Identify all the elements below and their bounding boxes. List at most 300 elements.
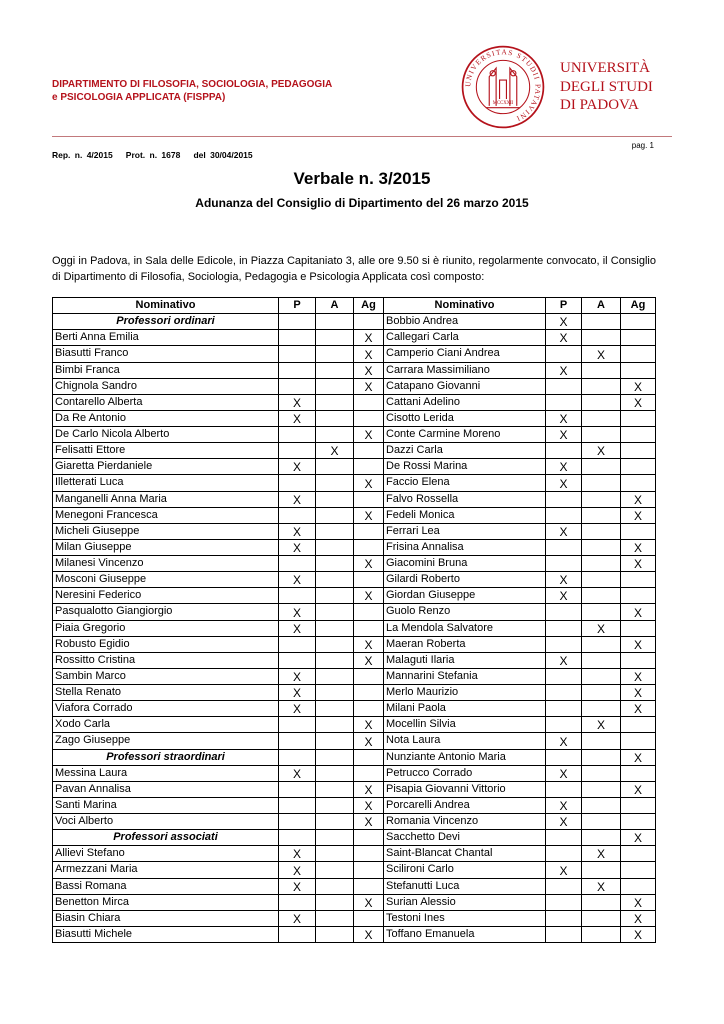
attendance-p-cell	[546, 926, 582, 942]
attendance-table	[52, 297, 656, 943]
member-name: Da Re Antonio	[53, 410, 279, 426]
member-name: De Carlo Nicola Alberto	[53, 427, 279, 443]
attendance-a-cell	[316, 394, 354, 410]
university-name-line3: DI PADOVA	[560, 97, 639, 113]
member-name: Cisotto Lerida	[384, 410, 546, 426]
attendance-ag-cell	[621, 765, 656, 781]
table-row	[53, 556, 656, 572]
attendance-p-cell	[279, 588, 316, 604]
attendance-p-cell	[279, 427, 316, 443]
attendance-a-cell	[316, 475, 354, 491]
table-row	[53, 652, 656, 668]
section-heading: Professori ordinari	[53, 314, 279, 330]
attendance-p-cell	[546, 346, 582, 362]
department-name-line1: DIPARTIMENTO DI FILOSOFIA, SOCIOLOGIA, PEDAGOGIA	[52, 79, 333, 90]
attendance-a-cell	[316, 427, 354, 443]
prot-number: Prot. n. 1678	[125, 150, 181, 160]
member-name: Porcarelli Andrea	[384, 797, 546, 813]
attendance-p-cell: X	[546, 733, 582, 749]
table-row	[53, 314, 656, 330]
attendance-ag-cell	[354, 685, 384, 701]
attendance-ag-cell: X	[621, 749, 656, 765]
member-name: Ferrari Lea	[384, 523, 546, 539]
attendance-a-cell	[582, 668, 621, 684]
table-row	[53, 620, 656, 636]
section-heading: Professori associati	[53, 830, 279, 846]
attendance-ag-cell	[621, 588, 656, 604]
attendance-ag-cell	[354, 878, 384, 894]
attendance-a-cell	[316, 572, 354, 588]
attendance-a-cell	[316, 910, 354, 926]
column-header: Ag	[354, 298, 384, 314]
attendance-p-cell	[546, 539, 582, 555]
attendance-p-cell	[546, 910, 582, 926]
document-subtitle: Adunanza del Consiglio di Dipartimento del 26 marzo 2015	[195, 196, 529, 210]
attendance-a-cell	[316, 701, 354, 717]
table-row	[53, 410, 656, 426]
table-row	[53, 491, 656, 507]
member-name: Faccio Elena	[384, 475, 546, 491]
attendance-ag-cell: X	[354, 346, 384, 362]
member-name: Robusto Egidio	[53, 636, 279, 652]
attendance-ag-cell: X	[354, 507, 384, 523]
member-name: Callegari Carla	[384, 330, 546, 346]
attendance-a-cell: X	[582, 878, 621, 894]
table-row	[53, 346, 656, 362]
attendance-p-cell	[546, 556, 582, 572]
attendance-p-cell: X	[546, 523, 582, 539]
seal-year: MCCXXII	[492, 101, 514, 107]
attendance-a-cell	[582, 572, 621, 588]
attendance-ag-cell: X	[621, 539, 656, 555]
attendance-a-cell	[316, 556, 354, 572]
member-name: Stefanutti Luca	[384, 878, 546, 894]
member-name: Saint-Blancat Chantal	[384, 846, 546, 862]
table-row	[53, 830, 656, 846]
attendance-ag-cell	[621, 330, 656, 346]
attendance-p-cell: X	[279, 701, 316, 717]
member-name: Micheli Giuseppe	[53, 523, 279, 539]
attendance-p-cell	[546, 701, 582, 717]
attendance-a-cell	[582, 636, 621, 652]
attendance-p-cell	[279, 475, 316, 491]
department-heading	[52, 78, 332, 104]
attendance-p-cell	[546, 507, 582, 523]
prot-date: del 30/04/2015	[193, 150, 253, 160]
attendance-a-cell	[582, 523, 621, 539]
table-row	[53, 797, 656, 813]
document-title: Verbale n. 3/2015	[293, 169, 431, 188]
table-row	[53, 636, 656, 652]
table-row	[53, 701, 656, 717]
attendance-p-cell: X	[546, 862, 582, 878]
attendance-a-cell	[582, 362, 621, 378]
seal-text: UNIVERSITAS STUDII PATAVINI	[463, 47, 543, 124]
attendance-ag-cell	[621, 443, 656, 459]
table-row	[53, 781, 656, 797]
attendance-p-cell	[279, 330, 316, 346]
attendance-ag-cell: X	[354, 475, 384, 491]
table-row	[53, 378, 656, 394]
member-name: Biasutti Michele	[53, 926, 279, 942]
attendance-ag-cell	[354, 620, 384, 636]
attendance-a-cell	[582, 330, 621, 346]
member-name: Rossitto Cristina	[53, 652, 279, 668]
member-name: De Rossi Marina	[384, 459, 546, 475]
attendance-ag-cell	[354, 701, 384, 717]
member-name: Viafora Corrado	[53, 701, 279, 717]
department-name-line2: e PSICOLOGIA APPLICATA (FISPPA)	[52, 92, 226, 103]
attendance-p-cell	[546, 491, 582, 507]
attendance-p-cell: X	[279, 410, 316, 426]
attendance-ag-cell: X	[621, 491, 656, 507]
attendance-ag-cell: X	[354, 362, 384, 378]
attendance-p-cell	[546, 781, 582, 797]
attendance-p-cell	[279, 378, 316, 394]
member-name: Nota Laura	[384, 733, 546, 749]
table-row	[53, 572, 656, 588]
attendance-a-cell	[316, 459, 354, 475]
attendance-ag-cell: X	[621, 685, 656, 701]
attendance-p-cell	[279, 814, 316, 830]
attendance-a-cell	[582, 910, 621, 926]
attendance-p-cell: X	[546, 330, 582, 346]
attendance-a-cell	[316, 330, 354, 346]
attendance-ag-cell: X	[621, 894, 656, 910]
member-name: Frisina Annalisa	[384, 539, 546, 555]
attendance-ag-cell	[354, 862, 384, 878]
attendance-p-cell	[546, 378, 582, 394]
member-name: Xodo Carla	[53, 717, 279, 733]
attendance-ag-cell	[354, 765, 384, 781]
attendance-ag-cell: X	[621, 507, 656, 523]
attendance-a-cell	[582, 701, 621, 717]
table-row	[53, 475, 656, 491]
attendance-ag-cell: X	[354, 733, 384, 749]
member-name: Sambin Marco	[53, 668, 279, 684]
attendance-p-cell: X	[546, 797, 582, 813]
member-name: Stella Renato	[53, 685, 279, 701]
attendance-ag-cell	[621, 523, 656, 539]
member-name: Mosconi Giuseppe	[53, 572, 279, 588]
attendance-a-cell	[316, 894, 354, 910]
member-name: Armezzani Maria	[53, 862, 279, 878]
attendance-ag-cell	[354, 394, 384, 410]
member-name: Messina Laura	[53, 765, 279, 781]
attendance-a-cell	[582, 685, 621, 701]
attendance-p-cell	[279, 314, 316, 330]
attendance-ag-cell	[354, 539, 384, 555]
attendance-a-cell	[582, 539, 621, 555]
member-name: Zago Giuseppe	[53, 733, 279, 749]
attendance-a-cell	[316, 588, 354, 604]
table-row	[53, 765, 656, 781]
attendance-p-cell	[546, 636, 582, 652]
attendance-ag-cell: X	[621, 701, 656, 717]
attendance-ag-cell: X	[621, 926, 656, 942]
attendance-p-cell	[279, 797, 316, 813]
attendance-a-cell	[316, 604, 354, 620]
attendance-a-cell	[316, 717, 354, 733]
attendance-p-cell: X	[279, 604, 316, 620]
member-name: Illetterati Luca	[53, 475, 279, 491]
attendance-a-cell	[316, 749, 354, 765]
table-row	[53, 862, 656, 878]
attendance-p-cell	[279, 346, 316, 362]
attendance-a-cell	[582, 507, 621, 523]
attendance-ag-cell	[621, 846, 656, 862]
member-name: Mocellin Silvia	[384, 717, 546, 733]
attendance-a-cell	[316, 523, 354, 539]
attendance-ag-cell	[354, 749, 384, 765]
attendance-p-cell: X	[546, 572, 582, 588]
attendance-a-cell	[582, 556, 621, 572]
attendance-ag-cell	[621, 475, 656, 491]
attendance-a-cell	[582, 894, 621, 910]
university-name	[560, 59, 653, 115]
member-name: Allievi Stefano	[53, 846, 279, 862]
member-name: Sacchetto Devi	[384, 830, 546, 846]
attendance-a-cell: X	[582, 443, 621, 459]
member-name: Bimbi Franca	[53, 362, 279, 378]
attendance-a-cell	[316, 781, 354, 797]
attendance-p-cell	[546, 894, 582, 910]
table-row	[53, 443, 656, 459]
attendance-ag-cell: X	[354, 556, 384, 572]
attendance-p-cell	[279, 749, 316, 765]
attendance-a-cell	[582, 733, 621, 749]
column-header: P	[546, 298, 582, 314]
table-row	[53, 362, 656, 378]
attendance-ag-cell: X	[354, 717, 384, 733]
attendance-p-cell	[279, 894, 316, 910]
attendance-ag-cell	[621, 427, 656, 443]
table-row	[53, 926, 656, 942]
member-name: Benetton Mirca	[53, 894, 279, 910]
attendance-ag-cell: X	[354, 781, 384, 797]
attendance-p-cell: X	[546, 410, 582, 426]
attendance-p-cell	[279, 733, 316, 749]
member-name: Manganelli Anna Maria	[53, 491, 279, 507]
attendance-a-cell	[582, 427, 621, 443]
attendance-ag-cell: X	[621, 830, 656, 846]
member-name: Camperio Ciani Andrea	[384, 346, 546, 362]
attendance-ag-cell	[621, 410, 656, 426]
attendance-a-cell	[316, 362, 354, 378]
column-header: A	[316, 298, 354, 314]
table-row	[53, 685, 656, 701]
member-name: Toffano Emanuela	[384, 926, 546, 942]
member-name: Fedeli Monica	[384, 507, 546, 523]
attendance-ag-cell: X	[354, 636, 384, 652]
attendance-ag-cell	[354, 572, 384, 588]
attendance-a-cell	[316, 765, 354, 781]
attendance-p-cell: X	[279, 394, 316, 410]
table-row	[53, 523, 656, 539]
attendance-p-cell	[546, 878, 582, 894]
attendance-a-cell	[582, 862, 621, 878]
attendance-a-cell	[582, 410, 621, 426]
university-name-line2: DEGLI STUDI	[560, 78, 653, 95]
member-name: Milani Paola	[384, 701, 546, 717]
attendance-ag-cell	[354, 523, 384, 539]
attendance-a-cell	[582, 475, 621, 491]
member-name: Bassi Romana	[53, 878, 279, 894]
attendance-a-cell	[582, 652, 621, 668]
member-name: Petrucco Corrado	[384, 765, 546, 781]
attendance-ag-cell	[621, 346, 656, 362]
member-name: Scilironi Carlo	[384, 862, 546, 878]
attendance-ag-cell	[354, 604, 384, 620]
attendance-p-cell: X	[279, 685, 316, 701]
member-name: Mannarini Stefania	[384, 668, 546, 684]
attendance-p-cell: X	[279, 459, 316, 475]
attendance-ag-cell	[621, 814, 656, 830]
member-name: Gilardi Roberto	[384, 572, 546, 588]
intro-paragraph: Oggi in Padova, in Sala delle Edicole, in Piazza Capitaniato 3, alle ore 9.50 si è riunito, regolarmente convocato, il Consiglio di Dipartimento di Filosofia, Sociologia, Pedagogia e Psicologia Applicata così composto:	[52, 255, 656, 283]
attendance-a-cell	[316, 830, 354, 846]
member-name: Cattani Adelino	[384, 394, 546, 410]
attendance-a-cell: X	[316, 443, 354, 459]
attendance-ag-cell	[621, 797, 656, 813]
attendance-a-cell	[582, 814, 621, 830]
attendance-ag-cell: X	[621, 378, 656, 394]
attendance-ag-cell: X	[621, 604, 656, 620]
attendance-p-cell	[279, 362, 316, 378]
attendance-ag-cell	[354, 491, 384, 507]
attendance-a-cell	[582, 830, 621, 846]
attendance-ag-cell: X	[354, 330, 384, 346]
member-name: Pisapia Giovanni Vittorio	[384, 781, 546, 797]
attendance-ag-cell: X	[354, 378, 384, 394]
attendance-ag-cell	[354, 459, 384, 475]
member-name: Falvo Rossella	[384, 491, 546, 507]
attendance-p-cell	[279, 830, 316, 846]
attendance-p-cell	[279, 556, 316, 572]
attendance-ag-cell	[621, 459, 656, 475]
attendance-p-cell	[279, 507, 316, 523]
table-row	[53, 733, 656, 749]
column-header: P	[279, 298, 316, 314]
attendance-ag-cell	[621, 314, 656, 330]
attendance-a-cell	[316, 507, 354, 523]
attendance-p-cell	[546, 717, 582, 733]
member-name: Bobbio Andrea	[384, 314, 546, 330]
attendance-a-cell	[316, 378, 354, 394]
member-name: Merlo Maurizio	[384, 685, 546, 701]
attendance-p-cell	[546, 749, 582, 765]
attendance-a-cell: X	[582, 846, 621, 862]
column-header: Nominativo	[53, 298, 279, 314]
member-name: Santi Marina	[53, 797, 279, 813]
member-name: Malaguti Ilaria	[384, 652, 546, 668]
column-header: Ag	[621, 298, 656, 314]
table-row	[53, 894, 656, 910]
attendance-a-cell	[582, 378, 621, 394]
attendance-p-cell: X	[279, 572, 316, 588]
attendance-ag-cell: X	[354, 588, 384, 604]
member-name: Giordan Giuseppe	[384, 588, 546, 604]
attendance-a-cell	[582, 394, 621, 410]
attendance-a-cell	[316, 314, 354, 330]
member-name: Menegoni Francesca	[53, 507, 279, 523]
attendance-a-cell	[316, 652, 354, 668]
attendance-a-cell: X	[582, 717, 621, 733]
attendance-ag-cell: X	[621, 668, 656, 684]
attendance-p-cell	[546, 443, 582, 459]
attendance-p-cell	[279, 652, 316, 668]
attendance-ag-cell	[354, 443, 384, 459]
attendance-p-cell: X	[546, 459, 582, 475]
attendance-a-cell	[316, 862, 354, 878]
table-row	[53, 507, 656, 523]
attendance-ag-cell	[621, 620, 656, 636]
section-heading: Professori straordinari	[53, 749, 279, 765]
table-row	[53, 717, 656, 733]
member-name: Berti Anna Emilia	[53, 330, 279, 346]
attendance-a-cell	[316, 797, 354, 813]
member-name: Catapano Giovanni	[384, 378, 546, 394]
member-name: Milan Giuseppe	[53, 539, 279, 555]
table-row	[53, 749, 656, 765]
member-name: Giaretta Pierdaniele	[53, 459, 279, 475]
attendance-p-cell	[279, 781, 316, 797]
attendance-a-cell	[316, 491, 354, 507]
attendance-a-cell	[582, 604, 621, 620]
table-row	[53, 539, 656, 555]
attendance-ag-cell	[621, 878, 656, 894]
attendance-p-cell: X	[546, 362, 582, 378]
attendance-ag-cell	[354, 314, 384, 330]
attendance-p-cell	[279, 926, 316, 942]
attendance-p-cell: X	[546, 652, 582, 668]
attendance-ag-cell: X	[354, 797, 384, 813]
attendance-a-cell	[316, 620, 354, 636]
attendance-p-cell	[546, 668, 582, 684]
attendance-a-cell	[582, 926, 621, 942]
attendance-p-cell: X	[546, 427, 582, 443]
attendance-p-cell	[546, 394, 582, 410]
attendance-a-cell	[316, 814, 354, 830]
attendance-ag-cell	[354, 910, 384, 926]
attendance-p-cell: X	[279, 862, 316, 878]
attendance-a-cell	[582, 781, 621, 797]
column-header: A	[582, 298, 621, 314]
table-row	[53, 604, 656, 620]
attendance-a-cell	[582, 588, 621, 604]
attendance-ag-cell	[621, 733, 656, 749]
attendance-ag-cell: X	[354, 814, 384, 830]
attendance-a-cell	[582, 765, 621, 781]
attendance-p-cell: X	[279, 539, 316, 555]
attendance-ag-cell: X	[621, 394, 656, 410]
attendance-a-cell	[316, 668, 354, 684]
table-row	[53, 846, 656, 862]
attendance-p-cell	[279, 443, 316, 459]
attendance-ag-cell	[354, 668, 384, 684]
attendance-ag-cell	[354, 846, 384, 862]
column-header: Nominativo	[384, 298, 546, 314]
member-name: Guolo Renzo	[384, 604, 546, 620]
member-name: Nunziante Antonio Maria	[384, 749, 546, 765]
attendance-p-cell: X	[546, 765, 582, 781]
attendance-p-cell	[546, 604, 582, 620]
attendance-a-cell	[316, 846, 354, 862]
attendance-a-cell	[316, 410, 354, 426]
attendance-a-cell	[582, 797, 621, 813]
attendance-a-cell: X	[582, 620, 621, 636]
attendance-a-cell	[582, 314, 621, 330]
